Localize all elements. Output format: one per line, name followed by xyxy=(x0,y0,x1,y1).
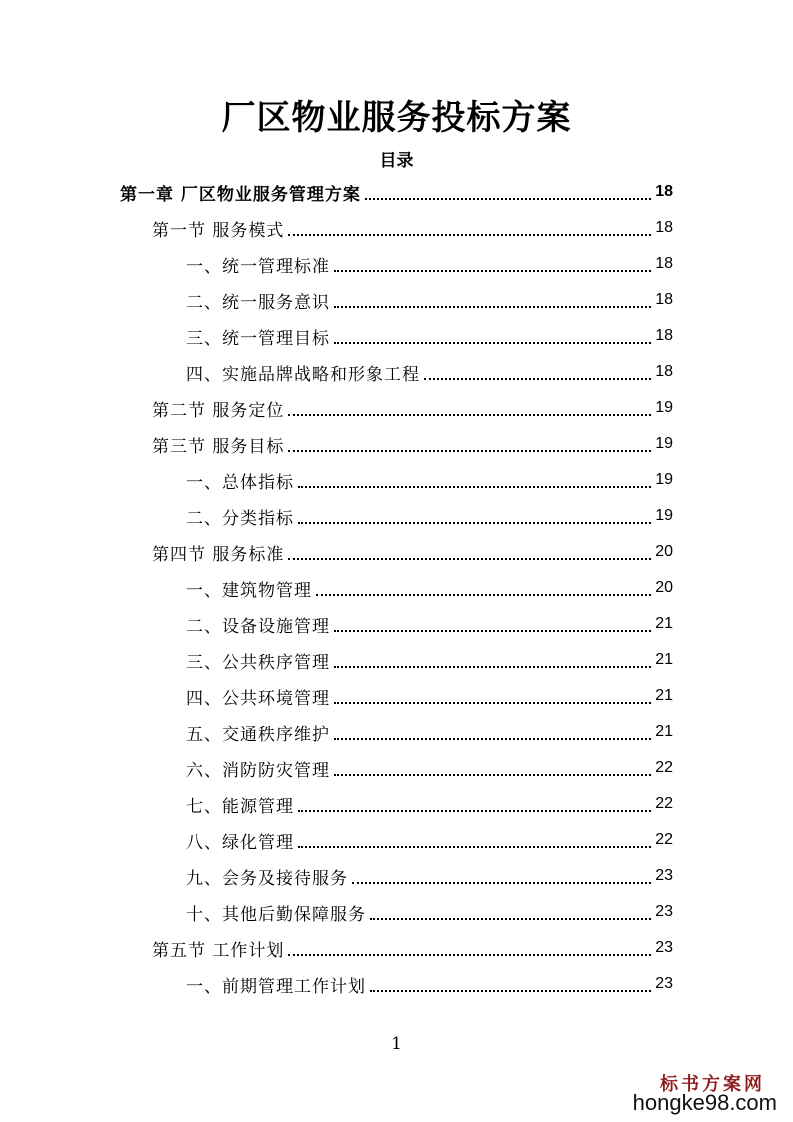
toc-entry-page: 18 xyxy=(655,291,673,308)
toc-dot-leader xyxy=(334,270,651,272)
toc-entry-page: 23 xyxy=(655,975,673,992)
toc-entry-label: 第二节 服务定位 xyxy=(152,400,285,421)
toc-entry-label: 十、其他后勤保障服务 xyxy=(186,904,366,925)
toc-dot-leader xyxy=(365,198,651,200)
toc-entry-label: 第一节 服务模式 xyxy=(152,220,285,241)
toc-entry-page: 22 xyxy=(655,795,673,812)
toc-entry[interactable] xyxy=(152,426,673,462)
toc-entry[interactable] xyxy=(186,714,673,750)
toc-entry-page: 21 xyxy=(655,651,673,668)
toc-entry[interactable] xyxy=(152,930,673,966)
toc-entry-page: 20 xyxy=(655,579,673,596)
toc-entry-label: 八、绿化管理 xyxy=(186,832,294,853)
toc-entry-label: 第四节 服务标准 xyxy=(152,544,285,565)
toc-entry-label: 第三节 服务目标 xyxy=(152,436,285,457)
toc-dot-leader xyxy=(288,954,651,956)
toc-entry-label: 三、统一管理目标 xyxy=(186,328,330,349)
toc-dot-leader xyxy=(334,342,651,344)
toc-entry-page: 22 xyxy=(655,831,673,848)
toc-entry-page: 20 xyxy=(655,543,673,560)
toc-entry-label: 一、建筑物管理 xyxy=(186,580,312,601)
toc-entry-page: 21 xyxy=(655,723,673,740)
toc-entry[interactable] xyxy=(186,858,673,894)
toc-dot-leader xyxy=(288,414,651,416)
toc-entry-page: 23 xyxy=(655,939,673,956)
toc-entry[interactable] xyxy=(186,318,673,354)
toc-dot-leader xyxy=(288,450,651,452)
toc-entry[interactable] xyxy=(186,606,673,642)
toc-entry-label: 七、能源管理 xyxy=(186,796,294,817)
toc-entry[interactable] xyxy=(152,210,673,246)
toc-entry[interactable] xyxy=(186,966,673,1002)
toc-entry-label: 一、前期管理工作计划 xyxy=(186,976,366,997)
toc-entry-page: 19 xyxy=(655,471,673,488)
toc-entry-label: 三、公共秩序管理 xyxy=(186,652,330,673)
toc-entry-page: 18 xyxy=(655,219,673,236)
toc-entry-page: 18 xyxy=(655,255,673,272)
toc-entry-label: 二、统一服务意识 xyxy=(186,292,330,313)
toc-entry-page: 23 xyxy=(655,867,673,884)
document-title: 厂区物业服务投标方案 xyxy=(221,98,572,138)
toc-entry-page: 19 xyxy=(655,399,673,416)
toc-dot-leader xyxy=(316,594,651,596)
toc-entry-page: 21 xyxy=(655,687,673,704)
toc-entry[interactable] xyxy=(186,246,673,282)
toc-entry-page: 23 xyxy=(655,903,673,920)
toc-entry-page: 19 xyxy=(655,435,673,452)
toc-entry[interactable] xyxy=(186,678,673,714)
toc-entry-label: 二、设备设施管理 xyxy=(186,616,330,637)
toc-entry-label: 二、分类指标 xyxy=(186,508,294,529)
toc-dot-leader xyxy=(288,558,651,560)
toc-dot-leader xyxy=(370,918,651,920)
toc-entry[interactable] xyxy=(186,894,673,930)
toc-entry[interactable] xyxy=(186,498,673,534)
toc-dot-leader xyxy=(370,990,651,992)
toc-dot-leader xyxy=(334,666,651,668)
toc-entry-label: 五、交通秩序维护 xyxy=(186,724,330,745)
toc-entry-page: 19 xyxy=(655,507,673,524)
toc-entry-page: 18 xyxy=(655,327,673,344)
watermark-brand: 标书方案网 xyxy=(660,1074,765,1095)
toc-entry[interactable] xyxy=(152,534,673,570)
toc-dot-leader xyxy=(298,522,651,524)
toc-entry-label: 一、总体指标 xyxy=(186,472,294,493)
toc-entry-label: 一、统一管理标准 xyxy=(186,256,330,277)
toc-dot-leader xyxy=(352,882,651,884)
toc-dot-leader xyxy=(424,378,651,380)
watermark-url: hongke98.com xyxy=(632,1090,777,1115)
toc-entry-label: 四、公共环境管理 xyxy=(186,688,330,709)
toc-dot-leader xyxy=(288,234,651,236)
toc-entry-page: 22 xyxy=(655,759,673,776)
toc-entry-label: 四、实施品牌战略和形象工程 xyxy=(186,364,420,385)
toc-entry[interactable] xyxy=(186,822,673,858)
toc-entry[interactable] xyxy=(186,642,673,678)
toc-dot-leader xyxy=(298,486,651,488)
toc-dot-leader xyxy=(334,306,651,308)
toc-entry-label: 第一章 厂区物业服务管理方案 xyxy=(120,184,361,205)
toc-dot-leader xyxy=(334,774,651,776)
toc-dot-leader xyxy=(334,702,651,704)
toc-entry-page: 18 xyxy=(655,363,673,380)
toc-entry[interactable] xyxy=(120,174,673,210)
toc-heading: 目录 xyxy=(379,151,414,171)
toc-dot-leader xyxy=(334,630,651,632)
toc-entry-label: 九、会务及接待服务 xyxy=(186,868,348,889)
toc-entry-page: 21 xyxy=(655,615,673,632)
toc-entry[interactable] xyxy=(186,282,673,318)
toc-entry[interactable] xyxy=(152,390,673,426)
toc-dot-leader xyxy=(298,810,651,812)
toc-entry-page: 18 xyxy=(655,183,673,200)
toc-entry[interactable] xyxy=(186,570,673,606)
toc-entry[interactable] xyxy=(186,354,673,390)
page-number: 1 xyxy=(391,1034,402,1054)
toc-entry-label: 六、消防防灾管理 xyxy=(186,760,330,781)
toc-entry[interactable] xyxy=(186,750,673,786)
toc-dot-leader xyxy=(334,738,651,740)
toc-entry[interactable] xyxy=(186,786,673,822)
toc-dot-leader xyxy=(298,846,651,848)
toc-entry-label: 第五节 工作计划 xyxy=(152,940,285,961)
toc-entry[interactable] xyxy=(186,462,673,498)
